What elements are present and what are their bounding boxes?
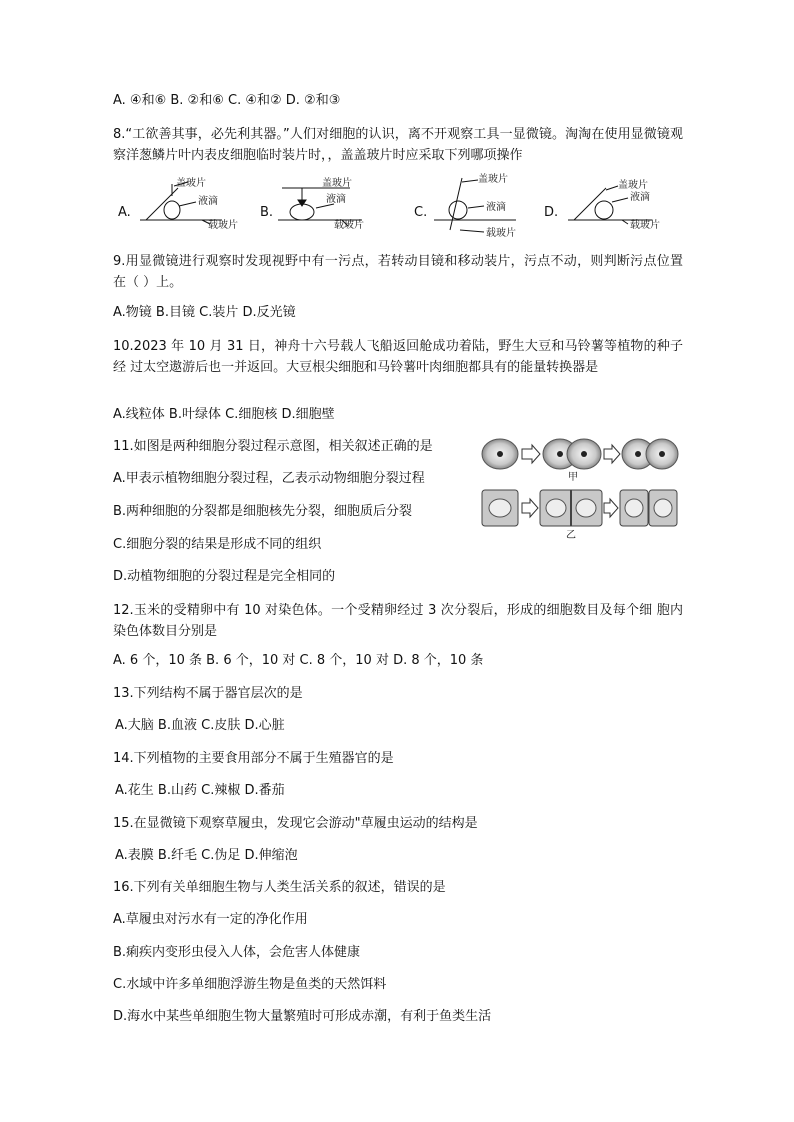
- q8-fig-a-droplet-label: 液滴: [198, 196, 218, 207]
- q8-fig-letter-a: A.: [118, 205, 131, 220]
- q11-label-jia: 甲: [568, 472, 578, 483]
- q14-options: A.花生 B.山药 C.辣椒 D.番茄: [115, 783, 285, 798]
- q7-options: A. ④和⑥ B. ②和⑥ C. ④和② D. ②和③: [113, 93, 341, 108]
- q8-coverslip-figure: [112, 172, 692, 240]
- q16-option-c: C.水域中许多单细胞浮游生物是鱼类的天然饵料: [113, 977, 387, 992]
- q8-fig-a-coverslip-label: 盖玻片: [176, 178, 206, 189]
- q8-fig-d-coverslip-label: 盖玻片: [618, 180, 648, 191]
- q16-option-d: D.海水中某些单细胞生物大量繁殖时可形成赤潮，有利于鱼类生活: [113, 1009, 492, 1024]
- q16-stem: 16.下列有关单细胞生物与人类生活关系的叙述，错误的是: [113, 880, 446, 895]
- q11-stem: 11.如图是两种细胞分裂过程示意图，相关叙述正确的是: [113, 439, 433, 454]
- q8-fig-b-slide-label: 载玻片: [334, 220, 364, 231]
- q8-fig-letter-d: D.: [544, 205, 559, 220]
- q10-stem: 10.2023 年 10 月 31 日，神舟十六号载人飞船返回舱成功着陆，野生大豆和马铃薯等植物的种子经 过太空遨游后也一并返回。大豆根尖细胞和马铃薯叶肉细胞都具有的能量转换器是: [113, 339, 683, 375]
- q8-fig-b-droplet-label: 液滴: [326, 194, 346, 205]
- q11-option-c: C.细胞分裂的结果是形成不同的组织: [113, 537, 322, 552]
- q11-row-yi: [482, 490, 677, 526]
- q16-option-a: A.草履虫对污水有一定的净化作用: [113, 912, 308, 927]
- q11-option-b: B.两种细胞的分裂都是细胞核先分裂，细胞质后分裂: [113, 504, 413, 519]
- q11-row-jia: [482, 439, 678, 469]
- q11-option-d: D.动植物细胞的分裂过程是完全相同的: [113, 569, 336, 584]
- q8-fig-letter-b: B.: [260, 205, 274, 220]
- q9-options: A.物镜 B.目镜 C.装片 D.反光镜: [113, 305, 296, 320]
- q11-option-a: A.甲表示植物细胞分裂过程，乙表示动物细胞分裂过程: [113, 471, 425, 486]
- q8-fig-d-slide-label: 载玻片: [630, 220, 660, 231]
- q14-stem: 14.下列植物的主要食用部分不属于生殖器官的是: [113, 751, 394, 766]
- q15-stem: 15.在显微镜下观察草履虫，发现它会游动"草履虫运动的结构是: [113, 816, 478, 831]
- q12-stem: 12.玉米的受精卵中有 10 对染色体。一个受精卵经过 3 次分裂后，形成的细胞数目及每个细 胞内染色体数目分别是: [113, 603, 683, 639]
- q8-fig-letter-c: C.: [414, 205, 428, 220]
- q15-options: A.表膜 B.纤毛 C.伪足 D.伸缩泡: [115, 848, 298, 863]
- q16-option-b: B.痢疾内变形虫侵入人体，会危害人体健康: [113, 945, 361, 960]
- q13-stem: 13.下列结构不属于器官层次的是: [113, 686, 303, 701]
- q11-label-yi: 乙: [566, 530, 576, 541]
- q12-options: A. 6 个，10 条 B. 6 个，10 对 C. 8 个，10 对 D. 8 个，10 条: [113, 653, 484, 668]
- q8-fig-c-slide-label: 载玻片: [486, 228, 516, 239]
- q13-options: A.大脑 B.血液 C.皮肤 D.心脏: [115, 718, 285, 733]
- q8-stem: 8.“工欲善其事，必先利其器。”人们对细胞的认识，离不开观察工具一显微镜。淘淘在使用显微镜观察洋葱鳞片叶内表皮细胞临时装片时，，盖盖玻片时应采取下列哪项操作: [113, 127, 683, 163]
- q8-fig-c-droplet-label: 液滴: [486, 202, 506, 213]
- q8-fig-c-coverslip-label: 盖玻片: [478, 174, 508, 185]
- q8-fig-d-droplet-label: 液滴: [630, 192, 650, 203]
- q8-fig-b-coverslip-label: 盖玻片: [322, 178, 352, 189]
- q9-stem: 9.用显微镜进行观察时发现视野中有一污点，若转动目镜和移动装片，污点不动，则判断污点位置在（ ）上。: [113, 254, 683, 290]
- q8-fig-a-slide-label: 载玻片: [208, 220, 238, 231]
- q11-cell-division-figure: [478, 432, 680, 542]
- q10-options: A.线粒体 B.叶绿体 C.细胞核 D.细胞壁: [113, 407, 335, 422]
